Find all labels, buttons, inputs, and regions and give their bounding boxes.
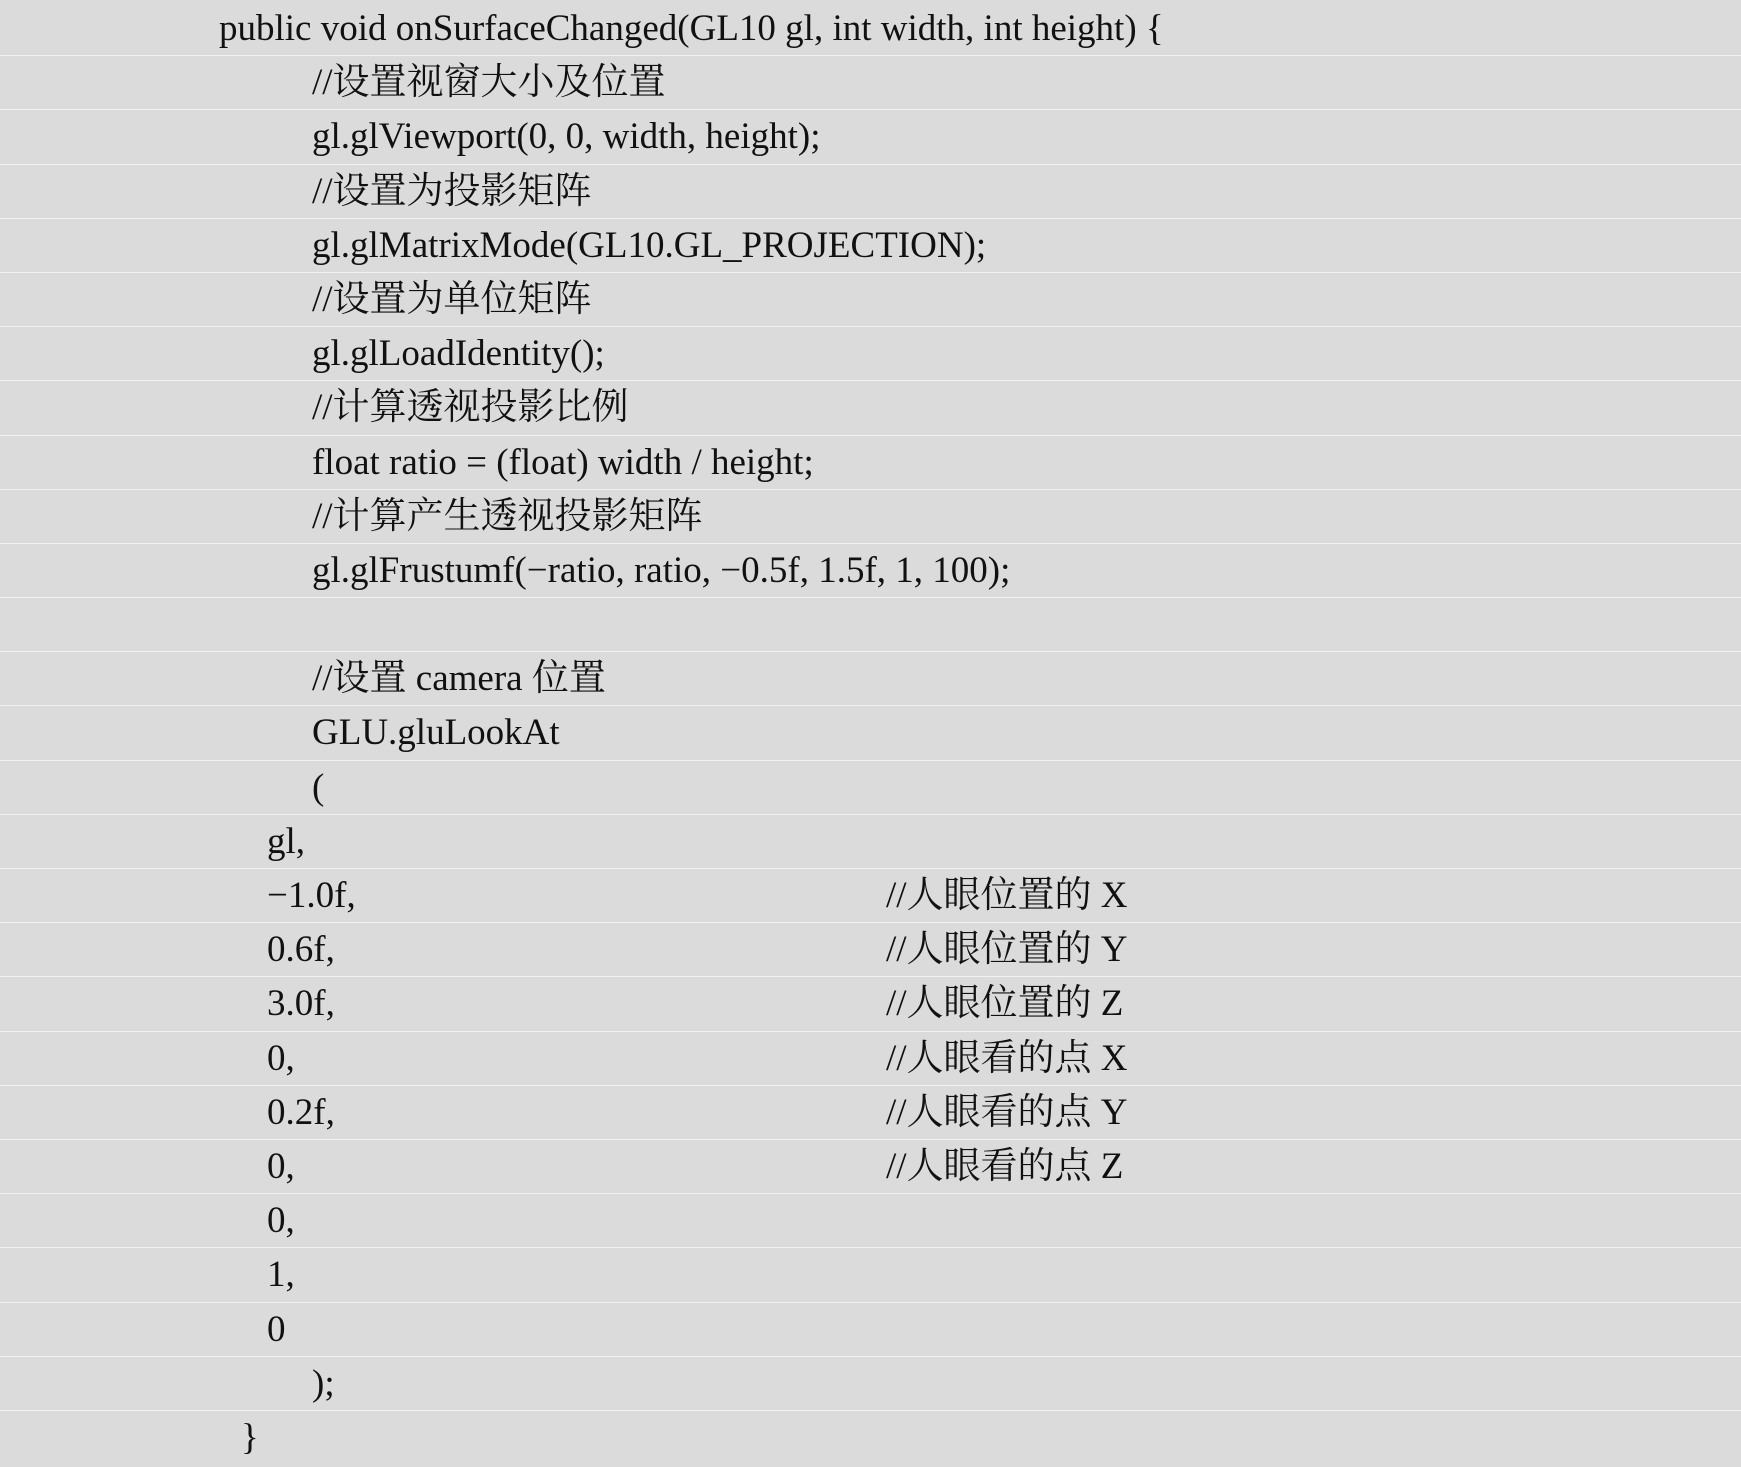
closing-brace: }	[241, 1416, 259, 1458]
code-comment: //设置为投影矩阵	[312, 170, 592, 212]
code-line-25	[0, 1303, 1741, 1357]
code-statement: gl.glViewport(0, 0, width, height);	[312, 116, 821, 158]
argument: 0	[267, 1308, 286, 1350]
code-line-11	[0, 544, 1741, 598]
code-line-14	[0, 706, 1741, 760]
argument: 0,	[267, 1037, 295, 1079]
code-line-27	[0, 1411, 1741, 1465]
argument-comment: //人眼位置的 Y	[886, 929, 1128, 971]
code-line-16	[0, 815, 1741, 869]
code-line-22	[0, 1140, 1741, 1194]
code-line-23	[0, 1194, 1741, 1248]
argument: 0,	[267, 1145, 295, 1187]
code-line-3	[0, 110, 1741, 164]
code-comment: //计算透视投影比例	[312, 387, 629, 429]
argument-comment: //人眼看的点 Y	[886, 1091, 1128, 1133]
code-line-24	[0, 1248, 1741, 1302]
argument: 0.2f,	[267, 1091, 335, 1133]
code-listing	[0, 2, 1741, 1465]
argument-comment: //人眼位置的 Z	[886, 983, 1124, 1025]
code-statement: float ratio = (float) width / height;	[312, 441, 814, 483]
code-line-15	[0, 761, 1741, 815]
argument-comment: //人眼看的点 Z	[886, 1145, 1124, 1187]
argument: 0.6f,	[267, 929, 335, 971]
argument: 3.0f,	[267, 983, 335, 1025]
argument-comment: //人眼看的点 X	[886, 1037, 1128, 1079]
code-line-9	[0, 436, 1741, 490]
code-line-17	[0, 869, 1741, 923]
argument: −1.0f,	[267, 875, 356, 916]
argument: gl,	[267, 820, 306, 862]
method-signature: public void onSurfaceChanged(GL10 gl, int width, int height) {	[219, 8, 1164, 49]
code-line-18	[0, 923, 1741, 977]
code-line-8	[0, 381, 1741, 435]
code-line-10	[0, 490, 1741, 544]
code-line-7	[0, 327, 1741, 381]
code-line-21	[0, 1086, 1741, 1140]
code-line-1	[0, 2, 1741, 56]
code-statement: gl.glFrustumf(−ratio, ratio, −0.5f, 1.5f, 1, 100);	[312, 549, 1011, 591]
code-line-6	[0, 273, 1741, 327]
code-statement: gl.glMatrixMode(GL10.GL_PROJECTION);	[312, 224, 987, 266]
code-comment: //设置 camera 位置	[312, 658, 606, 700]
code-statement: GLU.gluLookAt	[312, 712, 560, 754]
close-paren: );	[312, 1362, 335, 1404]
code-line-20	[0, 1032, 1741, 1086]
argument: 1,	[267, 1254, 295, 1296]
code-line-4	[0, 165, 1741, 219]
code-line-19	[0, 977, 1741, 1031]
argument: 0,	[267, 1200, 295, 1242]
code-comment: //设置为单位矩阵	[312, 278, 592, 320]
argument-comment: //人眼位置的 X	[886, 875, 1128, 916]
code-line-26	[0, 1357, 1741, 1411]
code-statement: gl.glLoadIdentity();	[312, 333, 605, 375]
code-line-2	[0, 56, 1741, 110]
code-line-12	[0, 598, 1741, 652]
code-comment: //计算产生透视投影矩阵	[312, 495, 703, 537]
code-line-5	[0, 219, 1741, 273]
code-line-13	[0, 652, 1741, 706]
open-paren: (	[312, 766, 325, 808]
code-comment: //设置视窗大小及位置	[312, 62, 666, 104]
